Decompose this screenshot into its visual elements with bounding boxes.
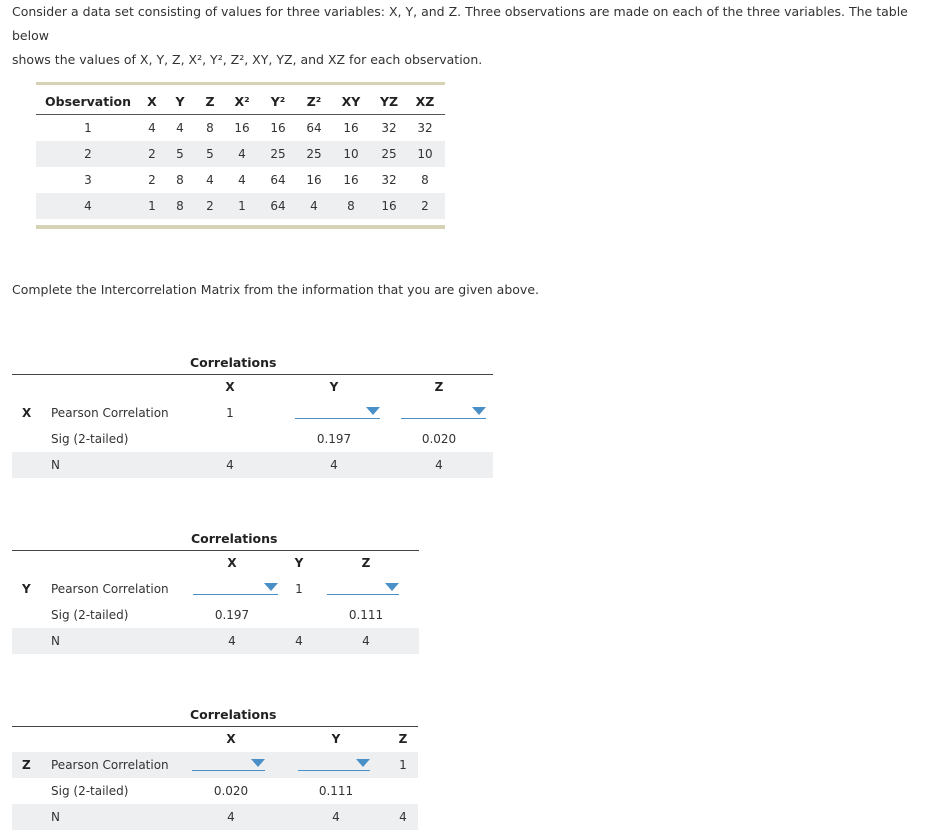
dropdown-underline <box>295 418 380 419</box>
n-label: N <box>51 810 60 824</box>
row-variable-label: Z <box>22 758 31 772</box>
col-header-x: X <box>227 556 237 570</box>
header-z: Z <box>205 94 215 109</box>
pearson-zx-dropdown[interactable] <box>192 752 265 778</box>
table-cell: 32 <box>381 173 397 187</box>
pearson-value-y: 1 <box>295 582 303 596</box>
col-header-z: Z <box>398 732 408 746</box>
dropdown-underline <box>401 418 486 419</box>
col-header-y: Y <box>294 556 304 570</box>
table-cell: 8 <box>347 199 355 213</box>
dropdown-underline <box>193 594 278 595</box>
table-cell: 10 <box>417 147 433 161</box>
sig-row <box>12 602 419 628</box>
table-cell: 25 <box>306 147 322 161</box>
sig-value-x: 0.197 <box>214 608 250 622</box>
sig-value-z: 0.020 <box>421 432 457 446</box>
n-row <box>12 804 418 830</box>
row-variable-label: Y <box>22 582 31 596</box>
table-cell: 1 <box>84 121 92 135</box>
correlations-title: Correlations <box>191 531 278 546</box>
table-row <box>36 193 445 219</box>
table-cell: 16 <box>270 121 286 135</box>
table-cell: 4 <box>84 199 92 213</box>
pearson-label: Pearson Correlation <box>51 406 169 420</box>
dropdown-arrow-icon[interactable] <box>472 407 486 415</box>
table-cell: 4 <box>206 173 214 187</box>
table-row <box>36 115 445 141</box>
n-value-y: 4 <box>330 458 338 472</box>
table-cell: 4 <box>176 121 184 135</box>
table-cell: 32 <box>381 121 397 135</box>
n-value-z: 4 <box>399 810 407 824</box>
table-cell: 3 <box>84 173 92 187</box>
table-cell: 4 <box>148 121 156 135</box>
sig-value-y: 0.197 <box>316 432 352 446</box>
table-cell: 2 <box>148 147 156 161</box>
intro-line-2: shows the values of X, Y, Z, X², Y², Z², XY, YZ, and XZ for each observation. <box>12 52 483 67</box>
table-row <box>36 141 445 167</box>
n-value-y: 4 <box>295 634 303 648</box>
sig-value-x: 0.020 <box>213 784 249 798</box>
header-z2: Z² <box>306 94 322 109</box>
n-value-x: 4 <box>227 810 235 824</box>
dropdown-arrow-icon[interactable] <box>385 583 399 591</box>
table-cell: 8 <box>176 173 184 187</box>
pearson-row <box>12 752 418 778</box>
table-cell: 64 <box>270 173 286 187</box>
n-value-x: 4 <box>228 634 236 648</box>
sig-row <box>12 426 493 452</box>
header-observation: Observation <box>45 94 131 109</box>
dropdown-underline <box>192 770 265 771</box>
column-header-row <box>12 726 418 752</box>
pearson-label: Pearson Correlation <box>51 758 169 772</box>
header-x2: X² <box>234 94 250 109</box>
column-header-row <box>12 550 419 576</box>
table-cell: 10 <box>343 147 359 161</box>
header-x: X <box>147 94 157 109</box>
pearson-row <box>12 400 493 426</box>
n-row <box>12 452 493 478</box>
sig-row <box>12 778 418 804</box>
instruction-text: Complete the Intercorrelation Matrix from the information that you are given above. <box>12 282 539 297</box>
table-cell: 25 <box>270 147 286 161</box>
table-cell: 4 <box>310 199 318 213</box>
header-yz: YZ <box>379 94 399 109</box>
n-value-y: 4 <box>332 810 340 824</box>
dropdown-arrow-icon[interactable] <box>251 759 265 767</box>
dropdown-arrow-icon[interactable] <box>356 759 370 767</box>
pearson-xy-dropdown[interactable] <box>295 400 380 426</box>
pearson-row <box>12 576 419 602</box>
table-cell: 2 <box>148 173 156 187</box>
table-top-border <box>36 82 445 85</box>
col-header-z: Z <box>361 556 371 570</box>
sig-label: Sig (2-tailed) <box>51 432 129 446</box>
table-cell: 8 <box>421 173 429 187</box>
pearson-zy-dropdown[interactable] <box>298 752 370 778</box>
table-cell: 4 <box>238 173 246 187</box>
table-cell: 2 <box>84 147 92 161</box>
pearson-label: Pearson Correlation <box>51 582 169 596</box>
table-cell: 2 <box>206 199 214 213</box>
dropdown-arrow-icon[interactable] <box>366 407 380 415</box>
pearson-value-x: 1 <box>226 406 234 420</box>
intro-text <box>12 0 932 72</box>
table-bottom-border <box>36 225 445 229</box>
table-cell: 32 <box>417 121 433 135</box>
dropdown-underline <box>327 594 399 595</box>
table-cell: 8 <box>176 199 184 213</box>
table-cell: 16 <box>306 173 322 187</box>
row-variable-label: X <box>22 406 32 420</box>
n-label: N <box>51 458 60 472</box>
pearson-yz-dropdown[interactable] <box>327 576 399 602</box>
n-row <box>12 628 419 654</box>
table-cell: 1 <box>148 199 156 213</box>
column-header-row <box>12 374 493 400</box>
col-header-x: X <box>225 380 235 394</box>
table-cell: 2 <box>421 199 429 213</box>
pearson-xz-dropdown[interactable] <box>401 400 486 426</box>
sig-value-y: 0.111 <box>318 784 354 798</box>
n-value-z: 4 <box>362 634 370 648</box>
col-header-y: Y <box>329 380 339 394</box>
pearson-value-z: 1 <box>399 758 407 772</box>
correlations-title: Correlations <box>190 355 277 370</box>
table-cell: 4 <box>238 147 246 161</box>
table-cell: 16 <box>343 121 359 135</box>
col-header-x: X <box>226 732 236 746</box>
table-cell: 64 <box>270 199 286 213</box>
sig-value-z: 0.111 <box>348 608 384 622</box>
header-xz: XZ <box>415 94 435 109</box>
table-cell: 16 <box>343 173 359 187</box>
n-value-z: 4 <box>435 458 443 472</box>
header-y: Y <box>175 94 185 109</box>
header-xy: XY <box>341 94 361 109</box>
col-header-z: Z <box>434 380 444 394</box>
table-cell: 1 <box>238 199 246 213</box>
sig-label: Sig (2-tailed) <box>51 784 129 798</box>
table-row <box>36 167 445 193</box>
table-cell: 64 <box>306 121 322 135</box>
header-y2: Y² <box>270 94 286 109</box>
table-header-row <box>36 89 445 115</box>
dropdown-underline <box>298 770 370 771</box>
table-cell: 5 <box>206 147 214 161</box>
pearson-yx-dropdown[interactable] <box>193 576 278 602</box>
n-label: N <box>51 634 60 648</box>
intro-line-1: Consider a data set consisting of values for three variables: X, Y, and Z. Three observations are made on each of the three variables. The table below <box>12 4 908 43</box>
table-cell: 16 <box>234 121 250 135</box>
table-cell: 16 <box>381 199 397 213</box>
correlations-title: Correlations <box>190 707 277 722</box>
dropdown-arrow-icon[interactable] <box>264 583 278 591</box>
table-cell: 5 <box>176 147 184 161</box>
col-header-y: Y <box>331 732 341 746</box>
table-cell: 25 <box>381 147 397 161</box>
n-value-x: 4 <box>226 458 234 472</box>
table-cell: 8 <box>206 121 214 135</box>
sig-label: Sig (2-tailed) <box>51 608 129 622</box>
